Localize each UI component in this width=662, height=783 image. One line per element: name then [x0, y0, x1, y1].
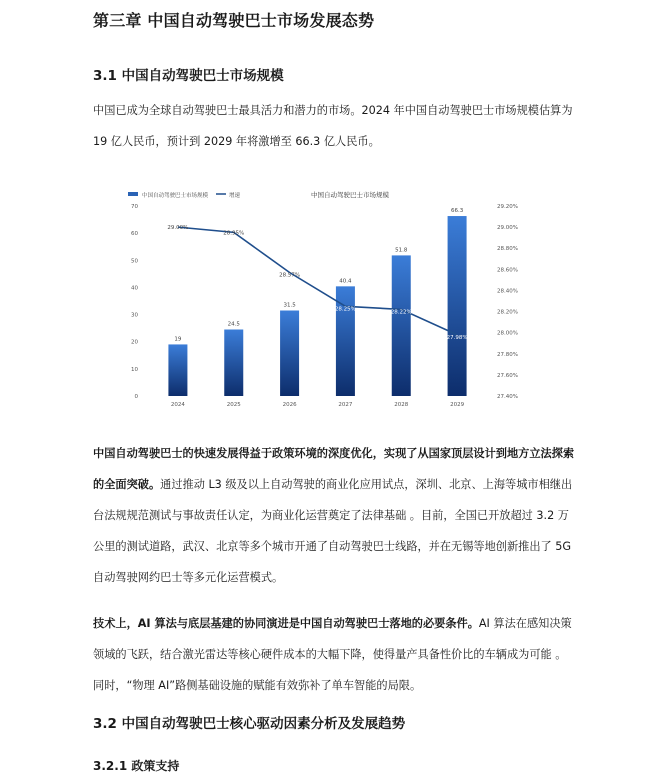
bar-2029	[448, 216, 467, 396]
growth-line-series	[167, 225, 467, 341]
chapter-title: 第三章 中国自动驾驶巴士市场发展态势	[93, 11, 375, 30]
left-axis-tick-label: 60	[131, 231, 138, 238]
bar-2025	[224, 330, 243, 397]
legend-label-line: 增速	[229, 193, 241, 199]
growth-line-label: 29.00%	[167, 225, 189, 232]
bar-2028	[392, 255, 411, 396]
bar-2026	[280, 311, 299, 397]
x-axis-tick-label: 2028	[394, 402, 409, 408]
right-axis-tick-label: 28.80%	[497, 246, 518, 253]
x-axis-tick-label: 2025	[226, 402, 241, 408]
bar-2024	[168, 344, 187, 396]
right-axis-tick-label: 27.60%	[497, 372, 518, 379]
paragraph-technology-body: AI 算法在感知决策领域的飞跃，结合激光雷达等核心硬件成本的大幅下降，使得量产具备性价比的车辆成为可能 。同时，“物理 AI”路侧基础设施的赋能有效弥补了单车智能的局限。	[93, 617, 572, 692]
right-axis-tick-label: 27.80%	[497, 351, 518, 358]
x-axis-tick-label: 2026	[282, 402, 297, 408]
chart-title: 中国自动驾驶巴士市场规模	[311, 191, 389, 199]
growth-line	[178, 227, 457, 335]
left-axis-tick-label: 0	[134, 394, 138, 400]
bar-value-label: 66.3	[450, 208, 464, 215]
left-axis-tick-label: 20	[131, 339, 138, 346]
right-axis-tick-label: 28.40%	[497, 288, 518, 295]
left-axis-tick-label: 30	[131, 312, 138, 319]
right-axis-tick-label: 29.20%	[497, 204, 518, 210]
x-axis-tick-label: 2024	[170, 402, 185, 408]
right-axis-tick-label: 27.40%	[497, 394, 518, 400]
growth-line-label: 28.22%	[390, 309, 412, 316]
chart-legend	[128, 191, 241, 199]
section-title-drivers: 3.2 中国自动驾驶巴士核心驱动因素分析及发展趋势	[93, 716, 406, 732]
x-axis-tick-label: 2027	[338, 402, 353, 408]
x-axis-ticks	[171, 402, 465, 408]
right-axis-tick-label: 29.00%	[497, 225, 518, 232]
growth-line-label: 28.25%	[334, 306, 356, 313]
paragraph-policy-lead: 中国自动驾驶巴士的快速发展得益于政策环境的深度优化，实现了从国家顶层设计到地方立法探索的全面突破。	[93, 447, 575, 491]
right-axis-tick-label: 28.60%	[497, 267, 518, 274]
right-axis-ticks	[497, 204, 518, 400]
left-axis-ticks	[131, 204, 139, 400]
left-axis-tick-label: 10	[131, 366, 138, 373]
paragraph-policy-body: 通过推动 L3 级及以上自动驾驶的商业化应用试点，深圳、北京、上海等城市相继出台法规规范测试与事故责任认定，为商业化运营奠定了法律基础 。目前，全国已开放超过 3.2 万公里的测试道路，武汉、北京等多个城市开通了自动驾驶巴士线路，并在无锡等地创新推出了 5G 自动驾驶网约巴士等多元化运营模式。	[93, 478, 573, 584]
bar-value-label: 19	[174, 336, 182, 343]
paragraph-technology-lead: 技术上，AI 算法与底层基建的协同演进是中国自动驾驶巴士落地的必要条件。	[93, 617, 479, 630]
bar-series	[168, 216, 466, 396]
left-axis-tick-label: 50	[131, 258, 138, 265]
growth-line-label: 28.57%	[279, 272, 301, 279]
bar-value-label: 40.4	[339, 278, 352, 285]
subsection-title-policy: 3.2.1 政策支持	[93, 759, 180, 773]
growth-line-label: 27.98%	[446, 334, 468, 341]
left-axis-tick-label: 40	[131, 285, 138, 292]
market-size-chart	[115, 180, 555, 416]
paragraph-technology	[93, 608, 575, 701]
paragraph-policy	[93, 438, 575, 593]
bar-value-label: 31.5	[283, 302, 296, 309]
x-axis-tick-label: 2029	[450, 402, 465, 408]
growth-line-label: 28.95%	[223, 230, 245, 237]
left-axis-tick-label: 70	[131, 204, 138, 210]
legend-label-bar: 中国自动驾驶巴士市场规模	[142, 193, 209, 199]
paragraph-market-size: 中国已成为全球自动驾驶巴士最具活力和潜力的市场。2024 年中国自动驾驶巴士市场规模估算为 19 亿人民币，预计到 2029 年将激增至 66.3 亿人民币。	[93, 104, 573, 148]
legend-swatch-bar	[128, 192, 138, 196]
right-axis-tick-label: 28.20%	[497, 309, 518, 316]
bar-value-label: 24.5	[227, 321, 240, 328]
bar-value-labels	[174, 208, 463, 342]
bar-value-label: 51.8	[395, 247, 408, 254]
section-title: 3.1 中国自动驾驶巴士市场规模	[93, 68, 284, 84]
right-axis-tick-label: 28.00%	[497, 330, 518, 337]
